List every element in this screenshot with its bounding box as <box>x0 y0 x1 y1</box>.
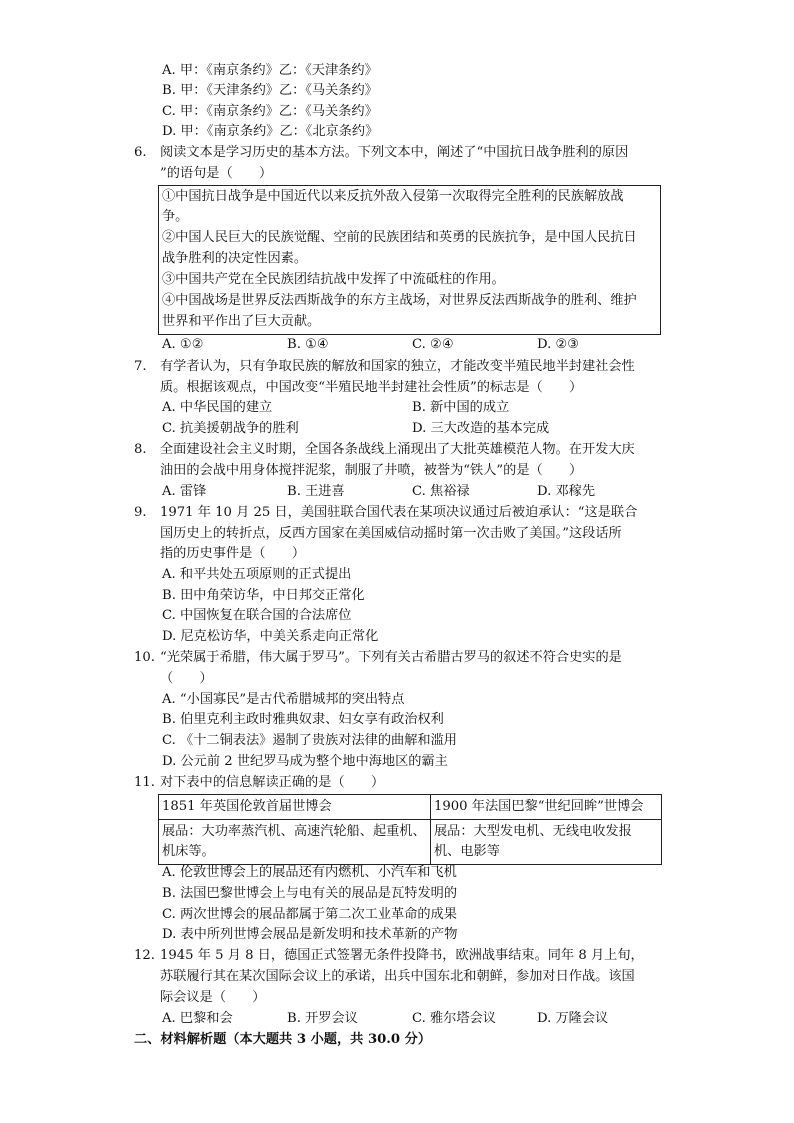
q6-text-box <box>158 185 661 335</box>
q6-box-line-5: ③中国共产党在全民族团结抗战中发挥了中流砥柱的作用。 <box>162 272 505 287</box>
q6-box-line-3: ②中国人民巨大的民族觉醒、空前的民族团结和英勇的民族抗争，是中国人民抗日 <box>162 230 637 245</box>
table-cell-right: 展品：大型发电机、无线电收发报机、电影等 <box>431 820 662 865</box>
table-header-left: 1851 年英国伦敦首届世博会 <box>159 795 431 820</box>
q9-option-d: D. 尼克松访华，中美关系走向正常化 <box>162 629 379 644</box>
q10-option-c: C. 《十二铜表法》遏制了贵族对法律的曲解和滥用 <box>162 733 457 748</box>
q5-option-c: C. 甲：《南京条约》乙：《马关条约》 <box>162 104 378 119</box>
q7-stem-line-2: 质。根据该观点，中国改变“半殖民地半封建社会性质”的标志是（ ） <box>160 380 583 395</box>
q6-stem-line-2: ”的语句是（ ） <box>160 166 273 181</box>
q6-option-a: A. ①② <box>162 337 204 352</box>
q6-box-line-2: 争。 <box>162 209 189 224</box>
expo-table <box>158 794 662 865</box>
q6-number: 6. <box>134 145 147 160</box>
q7-option-a: A. 中华民国的建立 <box>162 400 273 415</box>
q6-option-c: C. ②④ <box>412 337 454 352</box>
q5-option-a: A. 甲：《南京条约》乙：《天津条约》 <box>162 63 378 78</box>
q11-option-a: A. 伦敦世博会上的展品还有内燃机、小汽车和飞机 <box>162 865 457 880</box>
q9-option-a: A. 和平共处五项原则的正式提出 <box>162 567 352 582</box>
q9-stem-line-1: 1971 年 10 月 25 日，美国驻联合国代表在某项决议通过后被迫承认：“这是联合 <box>160 505 638 520</box>
q12-option-b: B. 开罗会议 <box>287 1011 358 1026</box>
q10-option-a: A. “小国寡民”是古代希腊城邦的突出特点 <box>162 692 405 707</box>
q7-option-c: C. 抗美援朝战争的胜利 <box>162 421 299 436</box>
q6-box-line-7: 世界和平作出了巨大贡献。 <box>162 314 321 329</box>
q11-option-d: D. 表中所列世博会展品是新发明和技术革新的产物 <box>162 927 458 942</box>
q10-stem-line-2: （ ） <box>160 671 213 686</box>
q9-option-c: C. 中国恢复在联合国的合法席位 <box>162 608 352 623</box>
q12-option-d: D. 万隆会议 <box>537 1011 609 1026</box>
q8-stem-line-1: 全面建设社会主义时期，全国各条战线上涌现出了大批英雄模范人物。在开发大庆 <box>160 442 635 457</box>
q8-stem-line-2: 油田的会战中用身体搅拌泥浆，制服了井喷，被誉为“铁人”的是（ ） <box>160 463 583 478</box>
q8-option-a: A. 雷锋 <box>162 484 207 499</box>
q12-option-a: A. 巴黎和会 <box>162 1011 233 1026</box>
q12-stem-line-1: 1945 年 5 月 8 日，德国正式签署无条件投降书，欧洲战事结束。同年 8 月上旬， <box>160 948 644 963</box>
q12-stem-line-3: 际会议是（ ） <box>160 990 266 1005</box>
q7-option-d: D. 三大改造的基本完成 <box>412 421 550 436</box>
q5-option-b: B. 甲：《天津条约》乙：《马关条约》 <box>162 83 378 98</box>
q8-option-c: C. 焦裕禄 <box>412 484 470 499</box>
q9-stem-line-2: 国历史上的转折点，反西方国家在美国威信动摇时第一次击败了美国。”这段话所 <box>160 526 622 541</box>
q10-stem-line-1: “光荣属于希腊，伟大属于罗马”。下列有关古希腊古罗马的叙述不符合史实的是 <box>160 650 622 665</box>
table-header-right: 1900 年法国巴黎“世纪回眸”世博会 <box>431 795 662 820</box>
q10-option-b: B. 伯里克利主政时雅典奴隶、妇女享有政治权利 <box>162 712 444 727</box>
q11-stem: 对下表中的信息解读正确的是（ ） <box>160 775 385 790</box>
q12-option-c: C. 雅尔塔会议 <box>412 1011 496 1026</box>
q6-option-b: B. ①④ <box>287 337 329 352</box>
q12-stem-line-2: 苏联履行其在某次国际会议上的承诺，出兵中国东北和朝鲜，参加对日作战。该国 <box>160 969 635 984</box>
q8-option-d: D. 邓稼先 <box>537 484 596 499</box>
q6-box-line-6: ④中国战场是世界反法西斯战争的东方主战场，对世界反法西斯战争的胜利、维护 <box>162 293 637 308</box>
q7-stem-line-1: 有学者认为，只有争取民族的解放和国家的独立，才能改变半殖民地半封建社会性 <box>160 359 635 374</box>
q12-number: 12. <box>134 948 155 963</box>
q6-box-line-4: 战争胜利的决定性因素。 <box>162 251 308 266</box>
q7-option-b: B. 新中国的成立 <box>412 400 510 415</box>
table-row <box>159 820 662 865</box>
q11-option-c: C. 两次世博会的展品都属于第二次工业革命的成果 <box>162 907 457 922</box>
q8-option-b: B. 王进喜 <box>287 484 345 499</box>
q11-number: 11. <box>134 775 155 790</box>
q9-option-b: B. 田中角荣访华，中日邦交正常化 <box>162 588 365 603</box>
q11-option-b: B. 法国巴黎世博会上与电有关的展品是瓦特发明的 <box>162 886 458 901</box>
q6-stem-line-1: 阅读文本是学习历史的基本方法。下列文本中，阐述了“中国抗日战争胜利的原因 <box>160 145 629 160</box>
q10-option-d: D. 公元前 2 世纪罗马成为整个地中海地区的霸主 <box>162 754 448 769</box>
q9-number: 9. <box>134 505 147 520</box>
q7-number: 7. <box>134 359 147 374</box>
table-cell-left: 展品：大功率蒸汽机、高速汽轮船、起重机、机床等。 <box>159 820 431 865</box>
q6-option-d: D. ②③ <box>537 337 580 352</box>
section-heading: 二、材料解析题（本大题共 3 小题，共 30.0 分） <box>134 1032 432 1047</box>
q5-option-d: D. 甲：《南京条约》乙：《北京条约》 <box>162 124 379 139</box>
q10-number: 10. <box>134 650 155 665</box>
q8-number: 8. <box>134 442 147 457</box>
table-row <box>159 795 662 820</box>
q9-stem-line-3: 指的历史事件是（ ） <box>160 546 306 561</box>
q6-box-line-1: ①中国抗日战争是中国近代以来反抗外敌入侵第一次取得完全胜利的民族解放战 <box>162 189 624 204</box>
